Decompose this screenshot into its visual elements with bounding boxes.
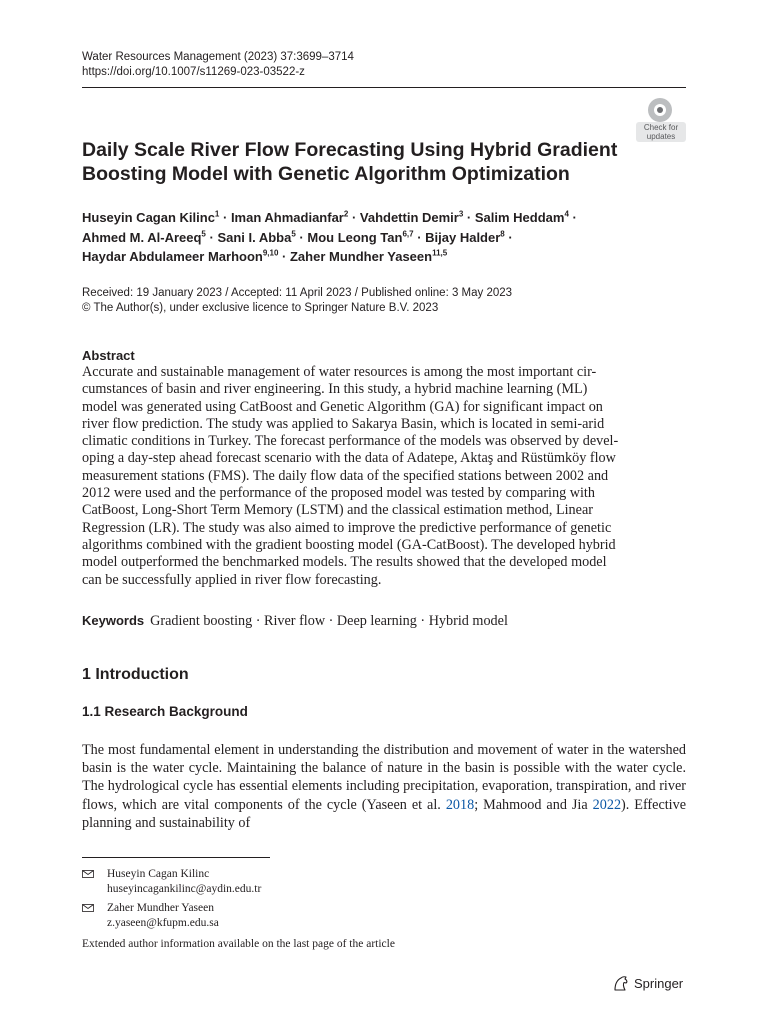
publisher-name: Springer: [634, 976, 684, 991]
extended-author-note: Extended author information available on the last page of the article: [82, 938, 395, 950]
paper-title: Daily Scale River Flow Forecasting Using Hybrid Gradient Boosting Model with Genetic Algorithm Optimization: [82, 139, 618, 185]
section-heading: 1 Introduction: [82, 666, 189, 683]
envelope-icon: [82, 870, 94, 878]
abstract-heading: Abstract: [82, 348, 135, 363]
check-for-updates-badge[interactable]: [636, 97, 686, 142]
keywords: [82, 612, 508, 630]
citation-link[interactable]: 2018: [445, 796, 475, 813]
intro-paragraph: The most fundamental element in understanding the distribution and movement of water in the watershed basin is the water cycle. Maintaining the balance of nature in the basin is possible with the water cycle. The hydrological cycle has essential elements including precipitation, evaporation, transpiration, and river flows, which are vital components of the cycle (Yaseen et al. 2018; Mahmood and Jia 2022). Effective planning and sustainability of: [82, 742, 687, 831]
author[interactable]: Ahmed M. Al-Areeq$^5$: [82, 229, 206, 245]
author[interactable]: Mou Leong Tan$^{6,7}$: [307, 229, 414, 245]
keywords-label: Keywords: [82, 613, 145, 628]
publication-dates: [82, 286, 512, 316]
envelope-icon: [82, 904, 94, 912]
contact-name: Huseyin Cagan Kilinc: [107, 868, 210, 880]
journal-header: [82, 50, 354, 80]
journal-citation: Water Resources Management (2023) 37:3699–3714: [82, 51, 354, 63]
subsection-heading: 1.1 Research Background: [82, 704, 248, 719]
contact-email[interactable]: z.yaseen@kfupm.edu.sa: [107, 917, 219, 929]
footnote-rule: [82, 857, 270, 858]
abstract-section: [82, 347, 686, 589]
header-rule: [82, 87, 686, 88]
contact-name: Zaher Mundher Yaseen: [107, 902, 214, 914]
author[interactable]: Zaher Mundher Yaseen$^{11,5}$: [289, 248, 448, 264]
abstract-body: Accurate and sustainable management of water resources is among the most important cir- cumstances of basin and river engineering. In this study, a hybrid machine learning (ML) model was generated using CatBoost and Genetic Algorithm (GA) for significant impact on river flow prediction. The study was applied to Sakarya Basin, which is located in semi-arid climatic conditions in Turkey. The forecast performance of the models was observed by devel- oping a day-step ahead forecast scenario with the data of Adatepe, Aktaş and Rüstümköy flow measurement stations (FMS). The daily flow data of the specified stations between 2002 and 2012 were used and the performance of the proposed model was tested by comparing with CatBoost, Long-Short Term Memory (LSTM) and the classical estimation method, Linear Regression (LR). The study was also aimed to improve the predictive performance of genetic algorithms combined with the gradient boosting model (GA-CatBoost). The developed hybrid model outperformed the benchmarked models. The results showed that the developed model can be successfully applied in river flow forecasting.: [82, 364, 619, 588]
author[interactable]: Haydar Abdulameer Marhoon$^{9,10}$: [82, 248, 279, 264]
contact-email[interactable]: huseyincagankilinc@aydin.edu.tr: [107, 883, 262, 895]
author[interactable]: Vahdettin Demir$^3$: [359, 209, 464, 225]
author[interactable]: Bijay Halder$^8$: [425, 229, 505, 245]
badge-line-1: Check for: [643, 123, 679, 132]
author[interactable]: Iman Ahmadianfar$^2$: [230, 209, 349, 225]
check-updates-icon: [648, 98, 672, 122]
doi-link[interactable]: https://doi.org/10.1007/s11269-023-03522-z: [82, 66, 305, 78]
author-list: Huseyin Cagan Kilinc$^1$ · Iman Ahmadianfar$^2$ · Vahdettin Demir$^3$ · Salim Heddam$^4$ · Ahmed M. Al-Areeq$^5$ · Sani I. Abba$^5$ · Mou Leong Tan$^{6,7}$ · Bijay Halder$^8$ · Haydar Abdulameer Marhoon$^{9,10}$ · Zaher Mundher Yaseen$^{11,5}$: [82, 209, 577, 264]
author[interactable]: Huseyin Cagan Kilinc$^1$: [82, 209, 220, 225]
author[interactable]: Sani I. Abba$^5$: [217, 229, 296, 245]
copyright: © The Author(s), under exclusive licence to Springer Nature B.V. 2023: [82, 302, 439, 314]
author[interactable]: Salim Heddam$^4$: [474, 209, 569, 225]
history-dates: Received: 19 January 2023 / Accepted: 11 April 2023 / Published online: 3 May 2023: [82, 287, 513, 299]
badge-line-2: updates: [646, 132, 676, 141]
keywords-text: Gradient boosting · River flow · Deep learning · Hybrid model: [150, 613, 508, 629]
springer-horse-icon: [612, 975, 630, 993]
citation-link[interactable]: 2022: [592, 796, 622, 813]
